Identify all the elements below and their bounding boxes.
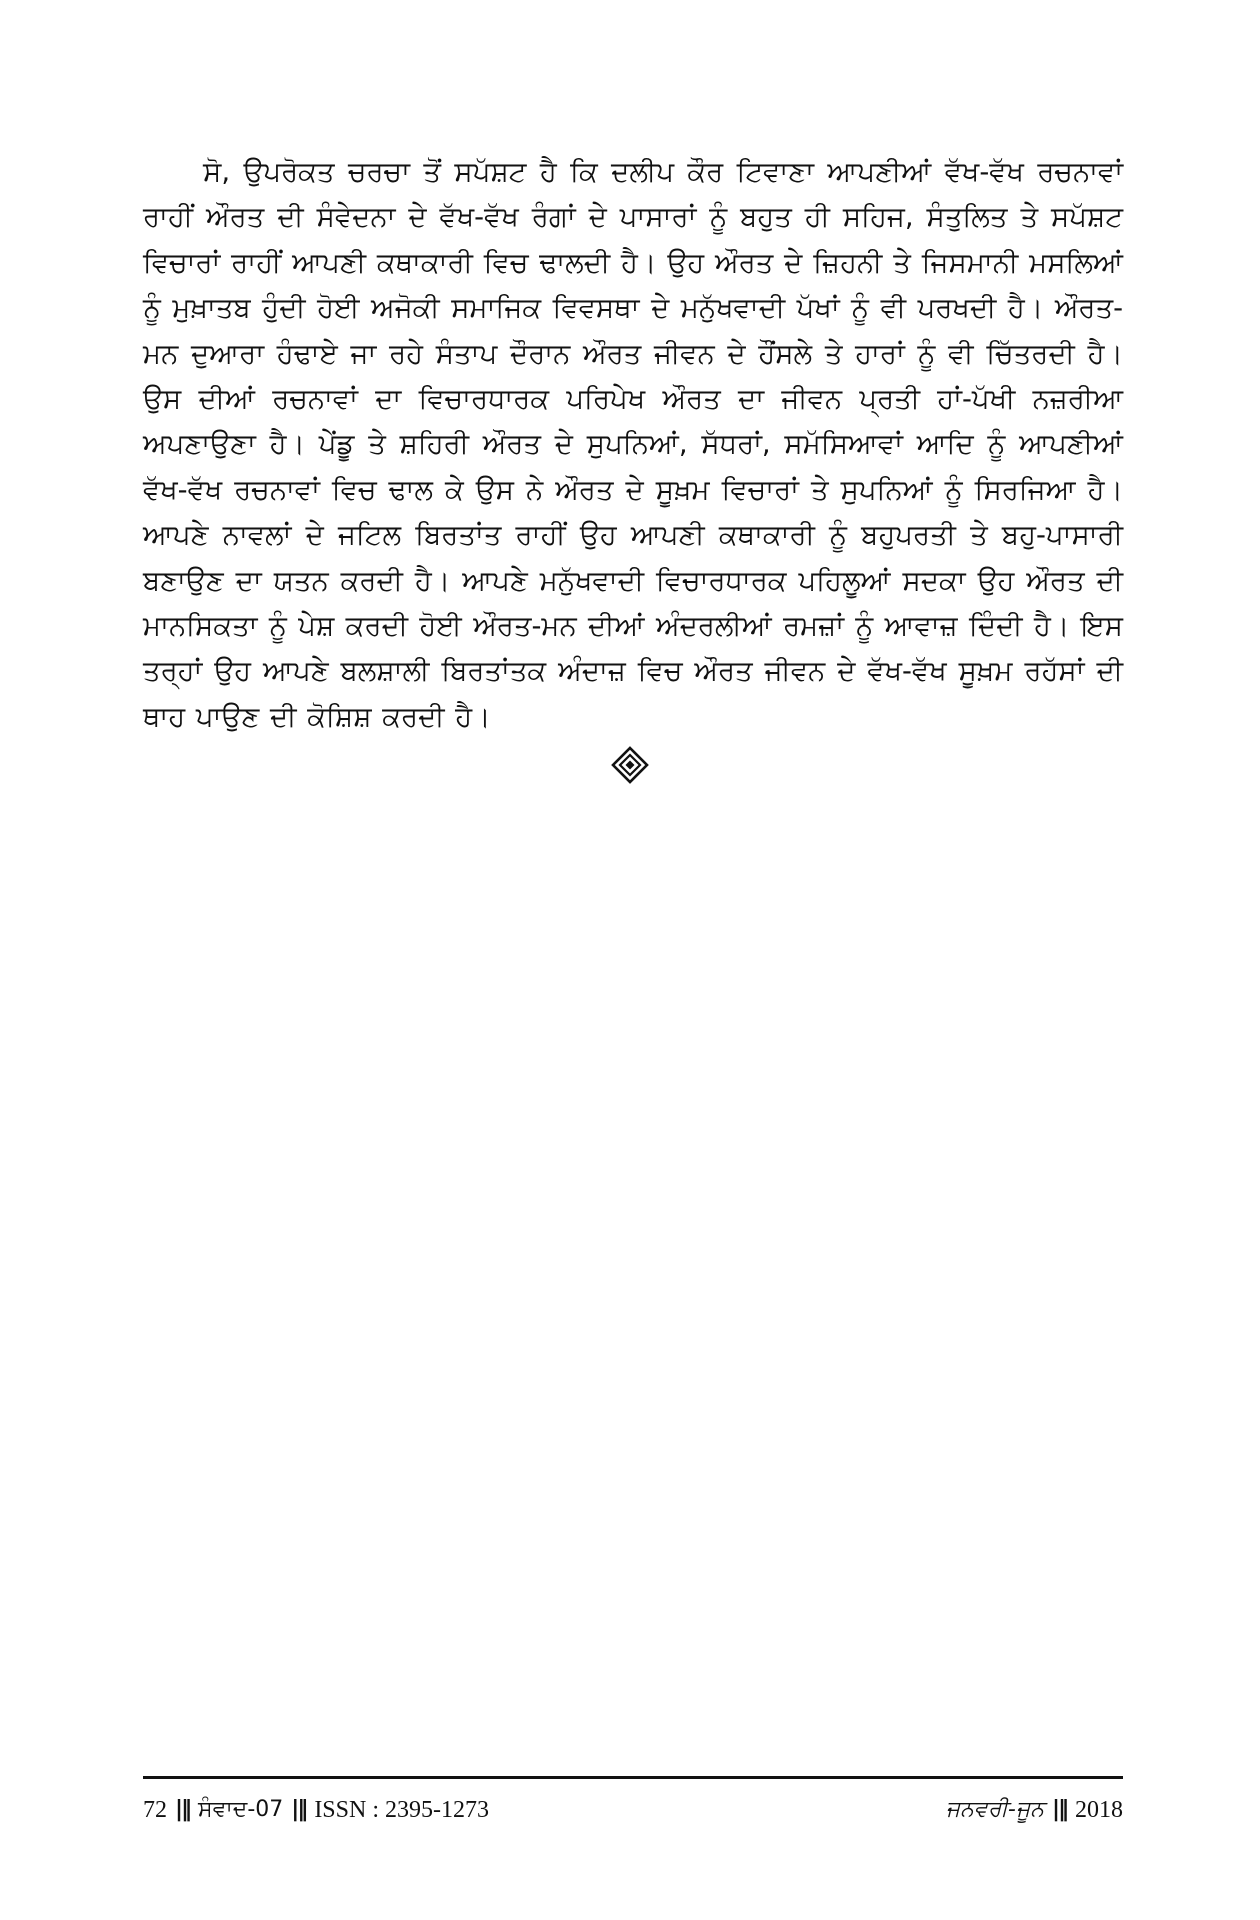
page-footer — [143, 1790, 1123, 1830]
page-number: 72 — [143, 1797, 167, 1823]
issn-number: ISSN : 2395-1273 — [314, 1797, 489, 1823]
issue-period: ਜਨਵਰੀ-ਜੂਨ — [945, 1797, 1044, 1822]
journal-name: ਸੰਵਾਦ-07 — [198, 1797, 284, 1822]
footer-separator: |‖ — [1051, 1797, 1067, 1822]
footer-separator: |‖ — [175, 1797, 191, 1822]
footer-left — [143, 1790, 489, 1830]
footer-rule — [143, 1776, 1123, 1779]
diamond-ornament-icon — [610, 745, 650, 785]
article-paragraph: ਸੋ, ਉਪਰੋਕਤ ਚਰਚਾ ਤੋਂ ਸਪੱਸ਼ਟ ਹੈ ਕਿ ਦਲੀਪ ਕੌਰ ਟਿਵਾਣਾ ਆਪਣੀਆਂ ਵੱਖ-ਵੱਖ ਰਚਨਾਵਾਂ ਰਾਹੀਂ ਔਰਤ ਦੀ ਸੰਵੇਦਨਾ ਦੇ ਵੱਖ-ਵੱਖ ਰੰਗਾਂ ਦੇ ਪਾਸਾਰਾਂ ਨੂੰ ਬਹੁਤ ਹੀ ਸਹਿਜ, ਸੰਤੁਲਿਤ ਤੇ ਸਪੱਸ਼ਟ ਵਿਚਾਰਾਂ ਰਾਹੀਂ ਆਪਣੀ ਕਥਾਕਾਰੀ ਵਿਚ ਢਾਲਦੀ ਹੈ। ਉਹ ਔਰਤ ਦੇ ਜ਼ਿਹਨੀ ਤੇ ਜਿਸਮਾਨੀ ਮਸਲਿਆਂ ਨੂੰ ਮੁਖ਼ਾਤਬ ਹੁੰਦੀ ਹੋਈ ਅਜੋਕੀ ਸਮਾਜਿਕ ਵਿਵਸਥਾ ਦੇ ਮਨੁੱਖਵਾਦੀ ਪੱਖਾਂ ਨੂੰ ਵੀ ਪਰਖਦੀ ਹੈ। ਔਰਤ-ਮਨ ਦੁਆਰਾ ਹੰਢਾਏ ਜਾ ਰਹੇ ਸੰਤਾਪ ਦੌਰਾਨ ਔਰਤ ਜੀਵਨ ਦੇ ਹੌਂਸਲੇ ਤੇ ਹਾਰਾਂ ਨੂੰ ਵੀ ਚਿੱਤਰਦੀ ਹੈ। ਉਸ ਦੀਆਂ ਰਚਨਾਵਾਂ ਦਾ ਵਿਚਾਰਧਾਰਕ ਪਰਿਪੇਖ ਔਰਤ ਦਾ ਜੀਵਨ ਪ੍ਰਤੀ ਹਾਂ-ਪੱਖੀ ਨਜ਼ਰੀਆ ਅਪਣਾਉਣਾ ਹੈ। ਪੇਂਡੂ ਤੇ ਸ਼ਹਿਰੀ ਔਰਤ ਦੇ ਸੁਪਨਿਆਂ, ਸੱਧਰਾਂ, ਸਮੱਸਿਆਵਾਂ ਆਦਿ ਨੂੰ ਆਪਣੀਆਂ ਵੱਖ-ਵੱਖ ਰਚਨਾਵਾਂ ਵਿਚ ਢਾਲ ਕੇ ਉਸ ਨੇ ਔਰਤ ਦੇ ਸੂਖ਼ਮ ਵਿਚਾਰਾਂ ਤੇ ਸੁਪਨਿਆਂ ਨੂੰ ਸਿਰਜਿਆ ਹੈ। ਆਪਣੇ ਨਾਵਲਾਂ ਦੇ ਜਟਿਲ ਬਿਰਤਾਂਤ ਰਾਹੀਂ ਉਹ ਆਪਣੀ ਕਥਾਕਾਰੀ ਨੂੰ ਬਹੁਪਰਤੀ ਤੇ ਬਹੁ-ਪਾਸਾਰੀ ਬਣਾਉਣ ਦਾ ਯਤਨ ਕਰਦੀ ਹੈ। ਆਪਣੇ ਮਨੁੱਖਵਾਦੀ ਵਿਚਾਰਧਾਰਕ ਪਹਿਲੂਆਂ ਸਦਕਾ ਉਹ ਔਰਤ ਦੀ ਮਾਨਸਿਕਤਾ ਨੂੰ ਪੇਸ਼ ਕਰਦੀ ਹੋਈ ਔਰਤ-ਮਨ ਦੀਆਂ ਅੰਦਰਲੀਆਂ ਰਮਜ਼ਾਂ ਨੂੰ ਆਵਾਜ਼ ਦਿੰਦੀ ਹੈ। ਇਸ ਤਰ੍ਹਾਂ ਉਹ ਆਪਣੇ ਬਲਸ਼ਾਲੀ ਬਿਰਤਾਂਤਕ ਅੰਦਾਜ਼ ਵਿਚ ਔਰਤ ਜੀਵਨ ਦੇ ਵੱਖ-ਵੱਖ ਸੂਖ਼ਮ ਰਹੱਸਾਂ ਦੀ ਥਾਹ ਪਾਉਣ ਦੀ ਕੋਸ਼ਿਸ਼ ਕਰਦੀ ਹੈ। — [143, 156, 1123, 733]
issue-year: 2018 — [1075, 1797, 1123, 1823]
footer-right — [946, 1790, 1123, 1830]
footer-separator: |‖ — [291, 1797, 307, 1822]
